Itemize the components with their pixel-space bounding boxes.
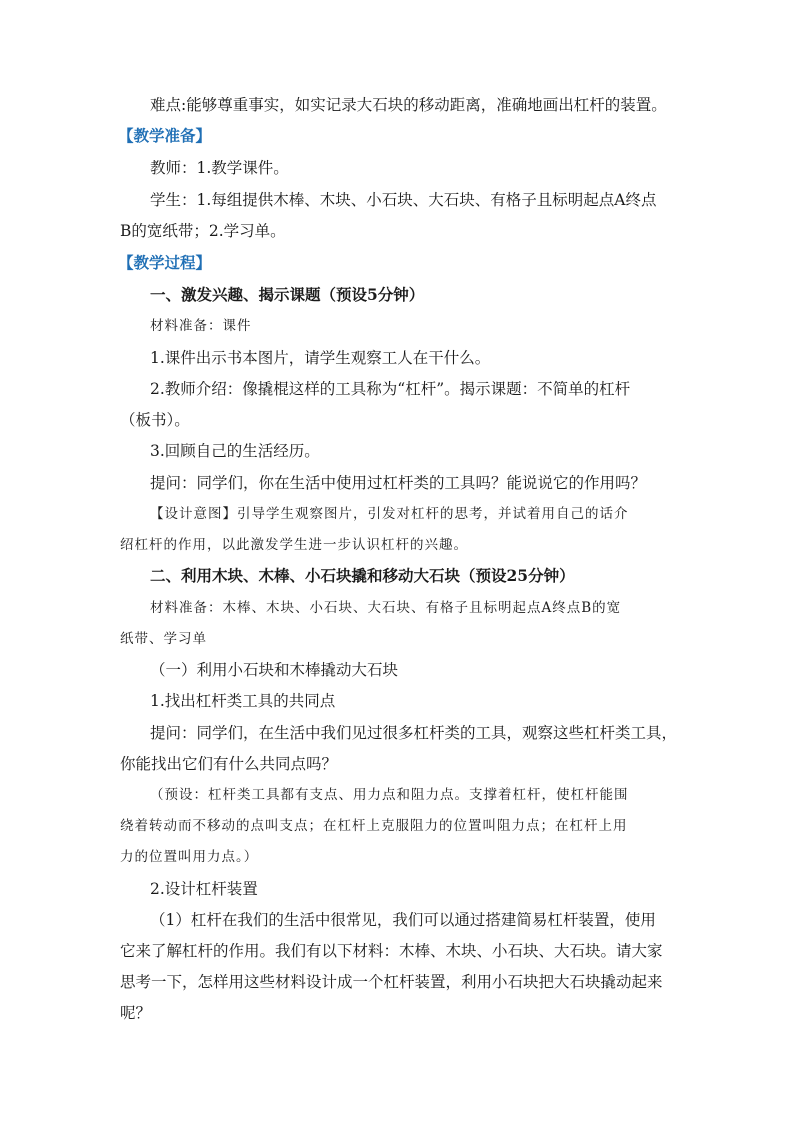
student-prep-text-cont: B的宽纸带；2.学习单。 (120, 222, 286, 240)
question-text-cont: 你能找出它们有什么共同点吗？ (120, 755, 338, 773)
item-1: 1.找出杠杆类工具的共同点 (150, 692, 336, 710)
paragraph-2-cont: （板书）。 (120, 411, 190, 429)
preset-answer-2: 绕着转动而不移动的点叫支点；在杠杆上克服阻力的位置叫阻力点；在杠杆上用 (120, 818, 628, 834)
paragraph-3: 3.回顾自己的生活经历。 (150, 442, 320, 460)
teacher-prep-text: 教师：1.教学课件。 (150, 159, 289, 177)
student-prep-text: 学生：1.每组提供木棒、木块、小石块、大石块、有格子且标明起点A终点 (150, 191, 657, 209)
section-heading-process: 【教学过程】 (118, 253, 212, 272)
design-paragraph-4: 呢？ (120, 1004, 152, 1022)
design-intent-1-cont: 绍杠杆的作用，以此激发学生进一步认识杠杆的兴趣。 (120, 537, 468, 553)
design-paragraph-2: 它来了解杠杆的作用。我们有以下材料：木棒、木块、小石块、大石块。请大家 (120, 942, 663, 960)
step-two-heading: 二、利用木块、木棒、小石块撬和移动大石块（预设25分钟） (150, 566, 575, 585)
design-paragraph-1: （1）杠杆在我们的生活中很常见，我们可以通过搭建简易杠杆装置，使用 (150, 911, 656, 929)
subsection-heading-1: （一）利用小石块和木棒撬动大石块 (150, 661, 399, 679)
design-intent-1: 【设计意图】引导学生观察图片，引发对杠杆的思考，并试着用自己的话介 (150, 506, 629, 522)
materials-note-2: 材料准备：木棒、木块、小石块、大石块、有格子且标明起点A终点B的宽 (150, 600, 622, 616)
preset-answer-1: （预设：杠杆类工具都有支点、用力点和阻力点。支撑着杠杆，使杠杆能围 (150, 787, 629, 803)
paragraph-4: 提问：同学们，你在生活中使用过杠杆类的工具吗？能说说它的作用吗？ (150, 474, 647, 492)
item-2: 2.设计杠杆装置 (150, 880, 258, 898)
step-one-heading: 一、激发兴趣、揭示课题（预设5分钟） (150, 285, 425, 304)
materials-note-2-cont: 纸带、学习单 (120, 631, 207, 647)
paragraph-1: 1.课件出示书本图片，请学生观察工人在干什么。 (150, 349, 491, 367)
difficulty-text: 难点:能够尊重事实，如实记录大石块的移动距离，准确地画出杠杆的装置。 (150, 96, 667, 114)
section-heading-preparation: 【教学准备】 (118, 126, 212, 145)
question-text: 提问：同学们，在生活中我们见过很多杠杆类的工具，观察这些杠杆类工具， (150, 724, 678, 742)
preset-answer-3: 力的位置叫用力点。） (120, 849, 259, 865)
paragraph-2: 2.教师介绍：像撬棍这样的工具称为“杠杆”。揭示课题：不简单的杠杆 (150, 380, 631, 398)
design-paragraph-3: 思考一下，怎样用这些材料设计成一个杠杆装置，利用小石块把大石块撬动起来 (120, 973, 663, 991)
materials-note-1: 材料准备：课件 (150, 318, 252, 334)
